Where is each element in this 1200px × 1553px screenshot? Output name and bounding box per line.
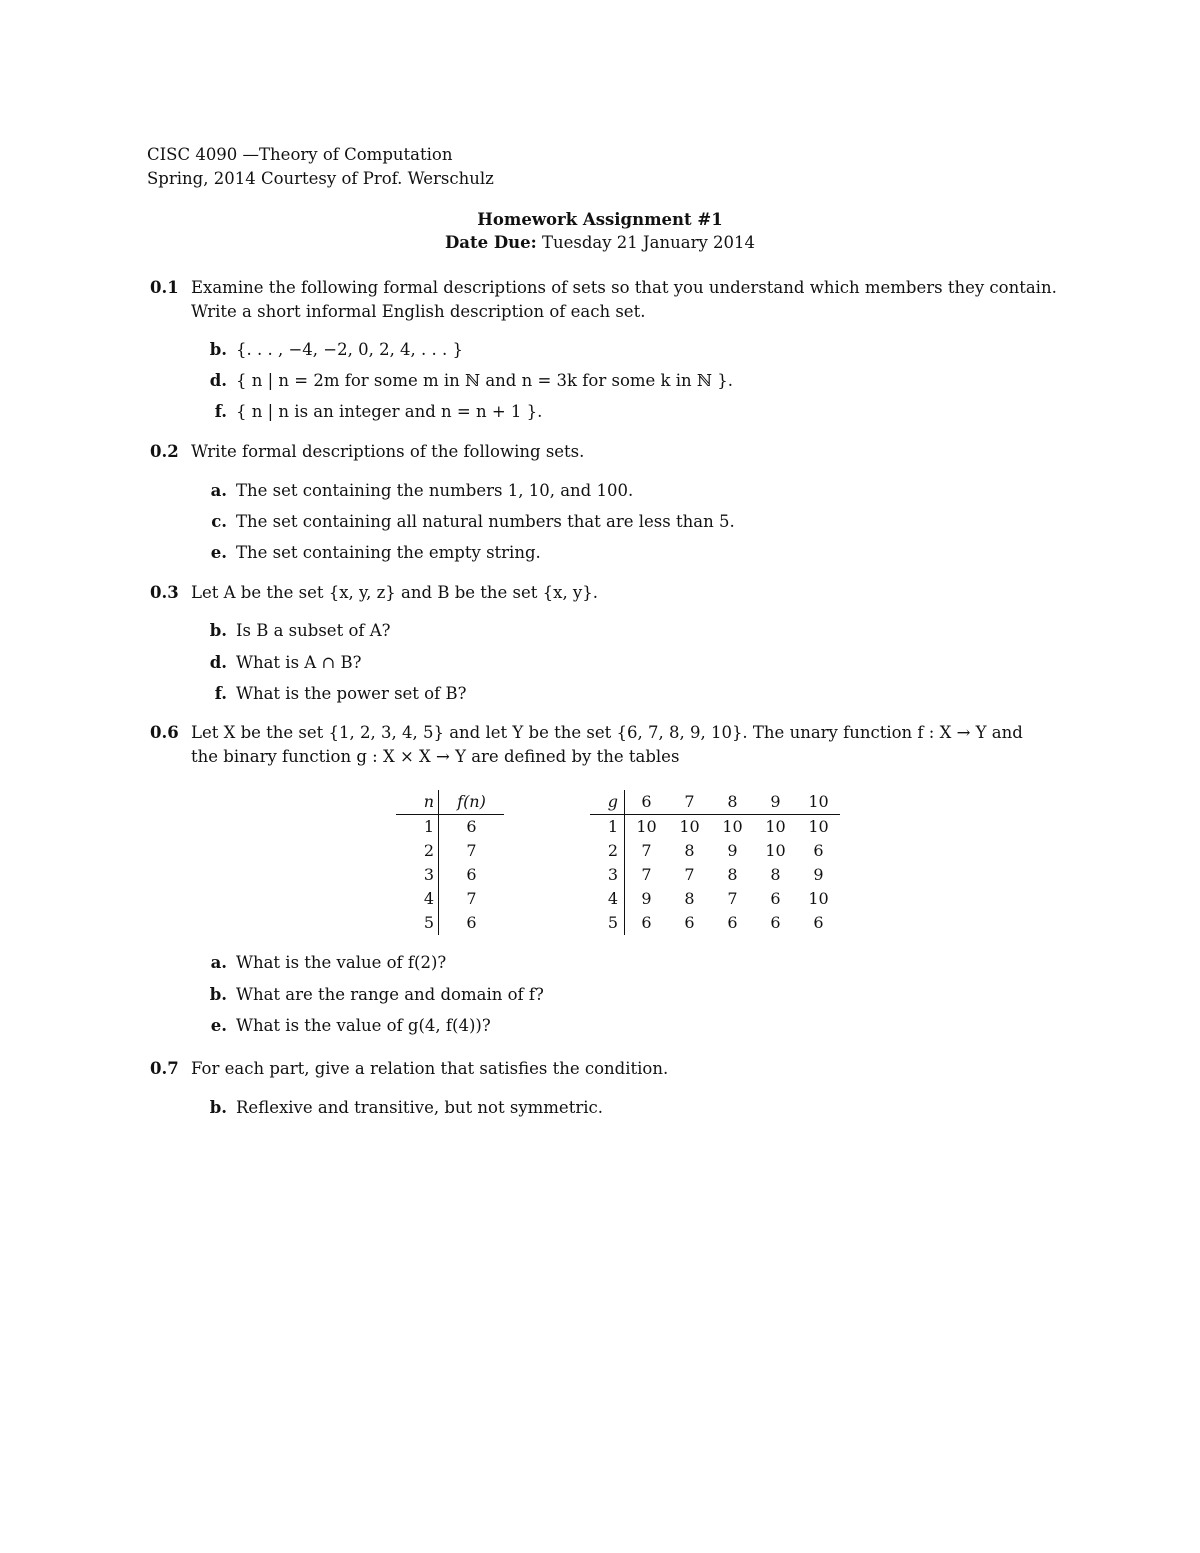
subquestion-text: What is A ∩ B? (236, 653, 362, 672)
due-date-line (0, 231, 1200, 254)
subquestion (195, 400, 542, 424)
subquestion-text: {. . . , −4, −2, 0, 2, 4, . . . } (236, 340, 464, 359)
subquestion (195, 541, 541, 565)
course-term: Spring, 2014 Courtesy of Prof. Werschulz (147, 169, 494, 188)
subquestion-label: d. (209, 653, 227, 672)
table-cell: 7 (641, 865, 652, 884)
table-cell: 8 (727, 865, 738, 884)
table-header-cell: g (590, 790, 625, 815)
table-row (590, 863, 840, 887)
table-cell: 9 (813, 865, 824, 884)
subquestion (195, 651, 362, 675)
assignment-title: Homework Assignment #1 (477, 210, 723, 229)
table-row (396, 815, 504, 840)
question-number: 0.1 (150, 278, 179, 297)
table-cell: 3 (590, 863, 625, 887)
table-cell: 2 (396, 839, 439, 863)
table-cell: 10 (679, 817, 700, 836)
table-header-cell: 6 (625, 790, 669, 815)
table-row (590, 839, 840, 863)
table-row (396, 839, 504, 863)
table-cell: 7 (727, 889, 738, 908)
subquestion-label: e. (210, 1016, 227, 1035)
question-text: Let A be the set {x, y, z} and B be the set {x, y}. (191, 583, 598, 602)
subquestion-text: Reflexive and transitive, but not symmetric. (236, 1098, 603, 1117)
subquestion-label: c. (211, 512, 227, 531)
subquestion-label: d. (209, 371, 227, 390)
due-label: Date Due: (444, 233, 537, 252)
question-number: 0.3 (150, 583, 179, 602)
g-function-table (590, 790, 840, 935)
table-cell: 10 (636, 817, 657, 836)
question-text: Let X be the set {1, 2, 3, 4, 5} and let Y be the set {6, 7, 8, 9, 10}. The unary function f : X → Y and (191, 723, 1023, 742)
table-cell: 6 (684, 913, 695, 932)
table-cell: 9 (641, 889, 652, 908)
question-number: 0.6 (150, 723, 179, 742)
table-header-cell: n (396, 790, 439, 815)
table-cell: 7 (466, 841, 477, 860)
assignment-title-block (0, 208, 1200, 254)
subquestion (195, 1096, 603, 1120)
subquestion (195, 983, 544, 1007)
subquestion-text: Is B a subset of A? (236, 621, 391, 640)
table-cell: 7 (684, 865, 695, 884)
question-text: Write formal descriptions of the following sets. (191, 442, 585, 461)
table-cell: 6 (770, 889, 781, 908)
table-header-row (396, 790, 504, 815)
course-header (147, 143, 494, 191)
table-cell: 6 (813, 841, 824, 860)
table-cell: 6 (466, 817, 477, 836)
subquestion-text: What is the power set of B? (236, 684, 467, 703)
subquestion-label: b. (209, 1098, 227, 1117)
subquestion (195, 338, 463, 362)
table-cell: 1 (396, 815, 439, 840)
table-cell: 10 (722, 817, 743, 836)
table-cell: 8 (684, 841, 695, 860)
table-cell: 6 (813, 913, 824, 932)
table-cell: 5 (590, 911, 625, 935)
table-row (590, 815, 840, 840)
table-cell: 2 (590, 839, 625, 863)
table-header-cell: 7 (668, 790, 711, 815)
table-cell: 6 (466, 865, 477, 884)
subquestion (195, 619, 391, 643)
table-cell: 6 (770, 913, 781, 932)
table-cell: 10 (808, 889, 829, 908)
subquestion-label: f. (214, 684, 227, 703)
table-cell: 6 (641, 913, 652, 932)
table-cell: 7 (641, 841, 652, 860)
table-cell: 4 (396, 887, 439, 911)
subquestion-text: { n | n = 2m for some m in ℕ and n = 3k for some k in ℕ }. (236, 371, 733, 390)
subquestion-text: The set containing the empty string. (236, 543, 541, 562)
question-text: the binary function g : X × X → Y are defined by the tables (191, 747, 680, 766)
table-cell: 8 (770, 865, 781, 884)
question-text: Write a short informal English description of each set. (191, 302, 646, 321)
table-cell: 3 (396, 863, 439, 887)
table-row (590, 887, 840, 911)
subquestion-text: The set containing all natural numbers that are less than 5. (236, 512, 735, 531)
question-text: Examine the following formal descriptions of sets so that you understand which members they contain. (191, 278, 1057, 297)
subquestion (195, 951, 446, 975)
table-row (396, 863, 504, 887)
table-cell: 10 (808, 817, 829, 836)
subquestion-label: e. (210, 543, 227, 562)
subquestion (195, 1014, 491, 1038)
table-cell: 5 (396, 911, 439, 935)
subquestion-text: What are the range and domain of f? (236, 985, 544, 1004)
subquestion (195, 510, 735, 534)
table-cell: 7 (466, 889, 477, 908)
subquestion (195, 369, 733, 393)
table-row (396, 911, 504, 935)
course-title: CISC 4090 —Theory of Computation (147, 145, 453, 164)
table-cell: 10 (765, 841, 786, 860)
subquestion-label: b. (209, 340, 227, 359)
table-header-row (590, 790, 840, 815)
table-cell: 6 (466, 913, 477, 932)
subquestion-text: What is the value of f(2)? (236, 953, 447, 972)
due-date: Tuesday 21 January 2014 (541, 233, 756, 252)
subquestion-label: a. (210, 481, 227, 500)
table-row (396, 887, 504, 911)
table-cell: 6 (727, 913, 738, 932)
f-function-table (396, 790, 504, 935)
question-number: 0.2 (150, 442, 179, 461)
question-number: 0.7 (150, 1059, 179, 1078)
table-header-cell: f(n) (439, 790, 505, 815)
table-row (590, 911, 840, 935)
subquestion-label: a. (210, 953, 227, 972)
subquestion-text: What is the value of g(4, f(4))? (236, 1016, 491, 1035)
table-cell: 8 (684, 889, 695, 908)
table-cell: 1 (590, 815, 625, 840)
table-cell: 10 (765, 817, 786, 836)
table-header-cell: 10 (797, 790, 840, 815)
subquestion-text: The set containing the numbers 1, 10, and 100. (236, 481, 634, 500)
subquestion-label: b. (209, 985, 227, 1004)
table-cell: 9 (727, 841, 738, 860)
question-text: For each part, give a relation that satisfies the condition. (191, 1059, 669, 1078)
subquestion (195, 682, 466, 706)
subquestion-label: b. (209, 621, 227, 640)
table-cell: 4 (590, 887, 625, 911)
subquestion (195, 479, 633, 503)
subquestion-label: f. (214, 402, 227, 421)
table-header-cell: 9 (754, 790, 797, 815)
subquestion-text: { n | n is an integer and n = n + 1 }. (236, 402, 543, 421)
table-header-cell: 8 (711, 790, 754, 815)
